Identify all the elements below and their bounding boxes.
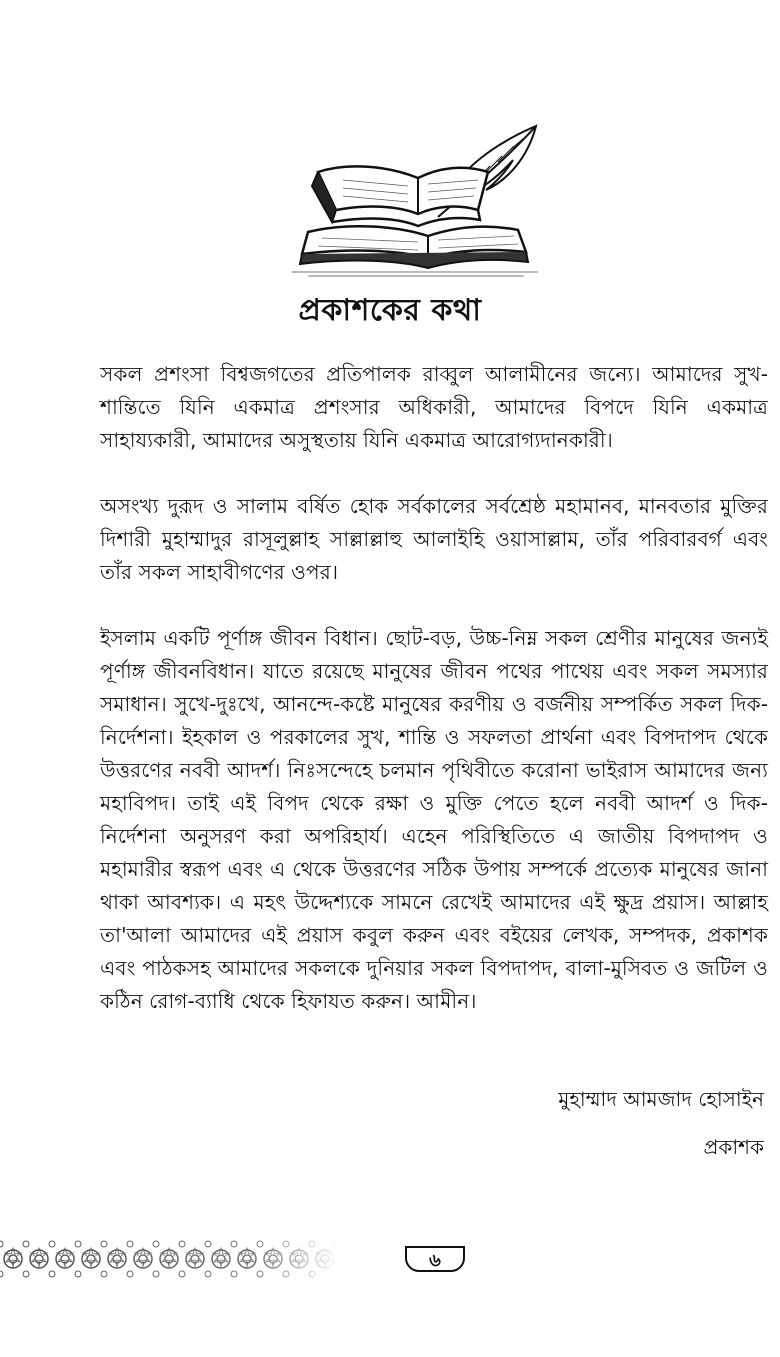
signature-block — [558, 1075, 764, 1171]
signature-role: প্রকাশক — [703, 1135, 764, 1159]
signature-name: মুহাম্মাদ আমজাদ হোসাইন — [558, 1087, 764, 1111]
paragraph: ইসলাম একটি পূর্ণাঙ্গ জীবন বিধান। ছোট-বড়, উচ্চ-নিম্ন সকল শ্রেণীর মানুষের জন্যই পূর্ণাঙ্গ জীবনবিধান। যাতে রয়েছে মানুষের জীবন পথের পাথেয় এবং সকল সমস্যার সমাধান। সুখে-দুঃখে, আনন্দে-কষ্টে মানুষের করণীয় ও বর্জনীয় সম্পর্কিত সকল দিক-নির্দেশনা। ইহকাল ও পরকালের সুখ, শান্তি ও সফলতা প্রার্থনা এবং বিপদাপদ থেকে উত্তরণের নববী আদর্শ। নিঃসন্দেহে চলমান পৃথিবীতে করোনা ভাইরাস আমাদের জন্য মহাবিপদ। তাই এই বিপদ থেকে রক্ষা ও মুক্তি পেতে হলে নববী আদর্শ ও দিক-নির্দেশনা অনুসরণ করা অপরিহার্য। এহেন পরিস্থিতিতে এ জাতীয় বিপদাপদ ও মহামারীর স্বরূপ এবং এ থেকে উত্তরণের সঠিক উপায় সম্পর্কে প্রত্যেক মানুষের জানা থাকা আবশ্যক। এ মহৎ উদ্দেশ্যকে সামনে রেখেই আমাদের এই ক্ষুদ্র প্রয়াস। আল্লাহ তা'আলা আমাদের এই প্রয়াস কবুল করুন এবং বইয়ের লেখক, সম্পদক, প্রকাশক এবং পাঠকসহ আমাদের সকলকে দুনিয়ার সকল বিপদাপদ, বালা-মুসিবত ও জটিল ও কঠিন রোগ-ব্যাধি থেকে হিফাযত করুন। আমীন। — [100, 626, 768, 1013]
paragraph: অসংখ্য দুরূদ ও সালাম বর্ষিত হোক সর্বকালের সর্বশ্রেষ্ঠ মহামানব, মানবতার মুক্তির দিশারী মুহাম্মাদুর রাসূলুল্লাহ সাল্লাল্লাহু আলাইহি ওয়াসাল্লাম, তাঁর পরিবারবর্গ এবং তাঁর সকল সাহাবীগণের ওপর। — [100, 494, 768, 584]
open-book-quill-icon — [288, 122, 544, 280]
ornamental-border-icon — [0, 1240, 340, 1278]
page-number: ৬ — [405, 1246, 465, 1272]
paragraph: সকল প্রশংসা বিশ্বজগতের প্রতিপালক রাব্বুল আলামীনের জন্যে। আমাদের সুখ-শান্তিতে যিনি একমাত্র প্রশংসার অধিকারী, আমাদের বিপদে যিনি একমাত্র সাহায্যকারী, আমাদের অসুস্থতায় যিনি একমাত্র আরোগ্যদানকারী। — [100, 362, 768, 452]
page-title: প্রকাশকের কথা — [298, 293, 482, 328]
preface-body — [100, 358, 768, 1051]
